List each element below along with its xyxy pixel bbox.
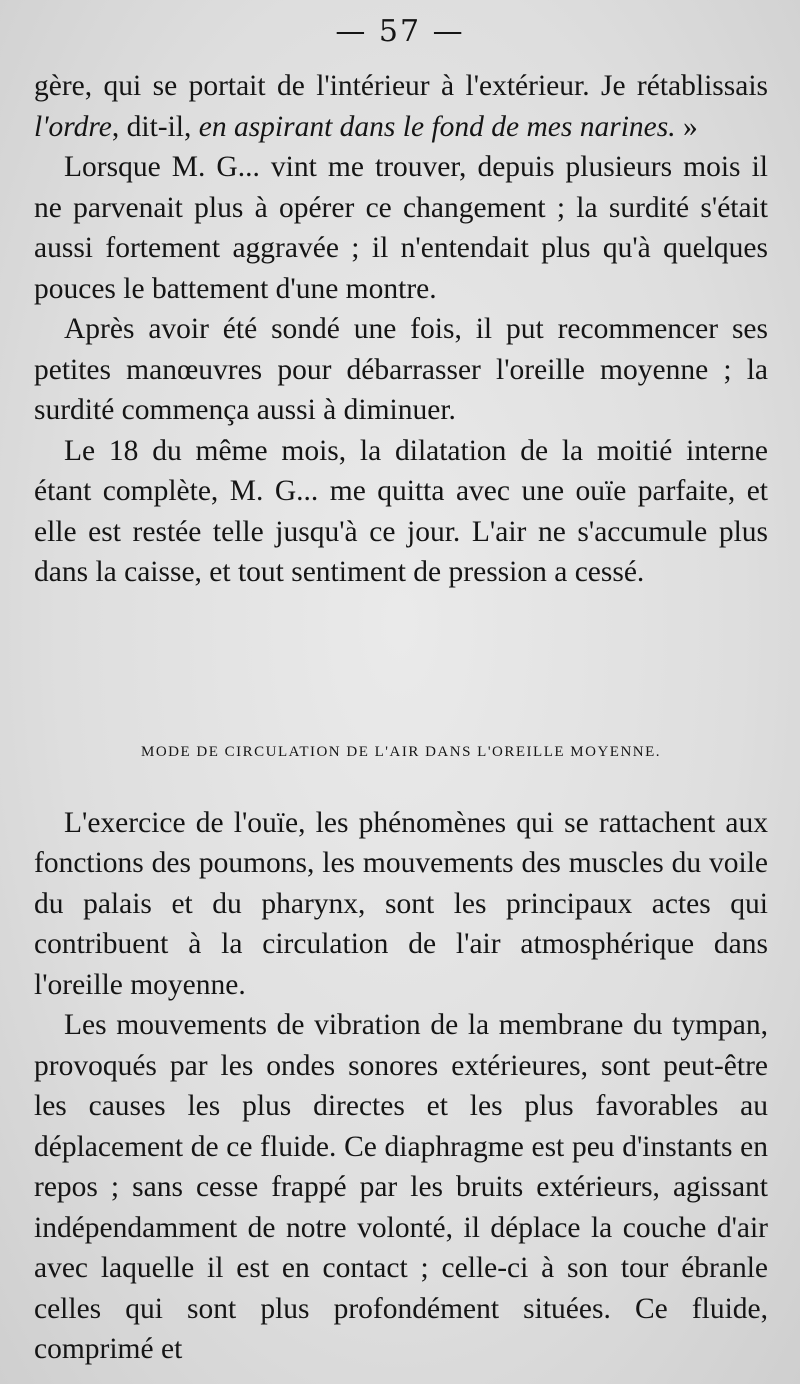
section-block: [34, 744, 768, 1370]
continuation-paragraph: [34, 66, 768, 147]
continuation-text-a: gère, qui se portait de l'intérieur à l'extérieur. Je rétablissais: [34, 70, 768, 102]
paragraph-apres: Après avoir été sondé une fois, il put recommencer ses petites manœuvres pour débarrasser l'oreille moyenne ; la surdité commença aussi à diminuer.: [34, 313, 768, 426]
upper-text-block: [34, 66, 768, 593]
continuation-text-e: »: [675, 110, 698, 143]
paragraph-le-18: Le 18 du même mois, la dilatation de la moitié interne étant complète, M. G... me quitta avec une ouïe parfaite, et elle est restée telle jusqu'à ce jour. L'air ne s'accumule plus dans la caisse, et tout sentiment de pression a cessé.: [34, 434, 768, 588]
continuation-italic-ordre: l'ordre: [34, 110, 112, 143]
paragraph-mouvements: Les mouvements de vibration de la membrane du tympan, provoqués par les ondes sonores extérieures, sont peut-être les causes les plus directes et les plus favorables au déplacement de ce fluide. Ce diaphragme est peu d'instants en repos ; sans cesse frappé par les bruits extérieurs, agissant indépendamment de notre volonté, il déplace la couche d'air avec laquelle il est en contact ; celle-ci à son tour ébranle celles qui sont plus profondément situées. Ce fluide, comprimé et: [34, 1009, 768, 1365]
continuation-italic-quote: en aspirant dans le fond de mes narines.: [198, 110, 676, 143]
paragraph-lorsque: Lorsque M. G... vint me trouver, depuis plusieurs mois il ne parvenait plus à opérer ce changement ; la surdité s'était aussi fortement aggravée ; il n'entendait plus qu'à quelques pouces le battement d'une montre.: [34, 151, 768, 305]
paragraph-exercice: L'exercice de l'ouïe, les phénomènes qui se rattachent aux fonctions des poumons, les mouvements des muscles du voile du palais et du pharynx, sont les principaux actes qui contribuent à la circulation de l'air atmosphérique dans l'oreille moyenne.: [34, 806, 768, 1001]
continuation-text-c: , dit-il,: [111, 110, 199, 143]
page-number: — 57 —: [335, 14, 465, 49]
section-heading: MODE DE CIRCULATION DE L'AIR DANS L'OREILLE MOYENNE.: [140, 744, 662, 760]
